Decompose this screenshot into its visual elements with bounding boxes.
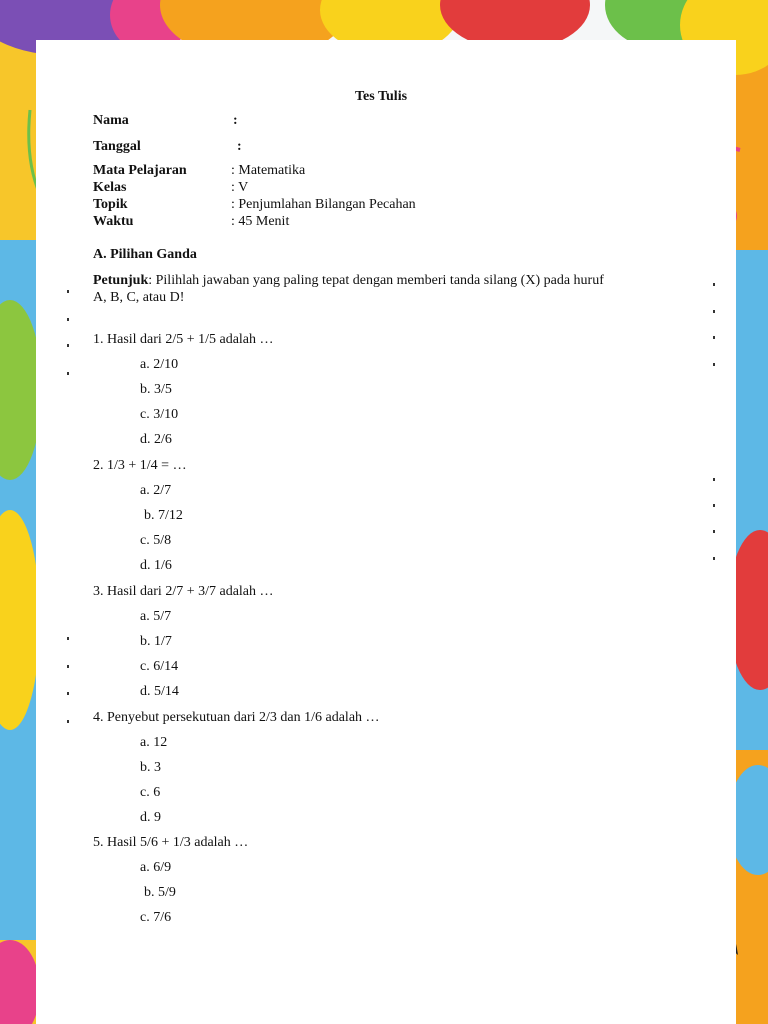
time-label: Waktu [93,214,134,229]
question-text: 5. Hasil 5/6 + 1/3 adalah … [93,835,249,850]
time-value: : 45 Menit [231,214,290,229]
subject-label: Mata Pelajaran [93,163,187,178]
instruction-label: Petunjuk [93,273,149,288]
answer-option[interactable]: d. 9 [140,810,161,825]
question-text: 3. Hasil dari 2/7 + 3/7 adalah … [93,584,274,599]
instruction-line1: : Pilihlah jawaban yang paling tepat dengan memberi tanda silang (X) pada huruf [148,273,604,288]
date-separator: : [237,139,242,154]
answer-option[interactable]: d. 1/6 [140,558,172,573]
name-label: Nama [93,113,129,128]
answer-option[interactable]: a. 2/7 [140,483,172,498]
instructions [93,273,604,289]
worksheet-title: Tes Tulis [355,89,408,104]
name-separator: : [233,113,238,128]
answer-option[interactable]: a. 2/10 [140,357,179,372]
margin-mark [713,557,715,560]
margin-mark [67,290,69,293]
margin-mark [713,283,715,286]
answer-option[interactable]: d. 5/14 [140,684,179,699]
question-text: 1. Hasil dari 2/5 + 1/5 adalah … [93,332,274,347]
margin-mark [67,720,69,723]
section-heading: A. Pilihan Ganda [93,247,197,262]
class-value: : V [231,180,249,195]
answer-option[interactable]: b. 3/5 [140,382,172,397]
answer-option[interactable]: b. 1/7 [140,634,172,649]
date-label: Tanggal [93,139,141,154]
class-label: Kelas [93,180,127,195]
margin-mark [713,310,715,313]
topic-value: : Penjumlahan Bilangan Pecahan [231,197,416,212]
instruction-line2: A, B, C, atau D! [93,290,185,305]
margin-mark [713,504,715,507]
margin-mark [713,478,715,481]
answer-option[interactable]: b. 7/12 [144,508,183,523]
answer-option[interactable]: b. 3 [140,760,161,775]
margin-mark [713,530,715,533]
answer-option[interactable]: c. 5/8 [140,533,172,548]
worksheet-page [36,40,736,1024]
answer-option[interactable]: c. 3/10 [140,407,179,422]
answer-option[interactable]: c. 6/14 [140,659,179,674]
margin-mark [67,372,69,375]
answer-option[interactable]: c. 7/6 [140,910,172,925]
question-text: 2. 1/3 + 1/4 = … [93,458,187,473]
answer-option[interactable]: b. 5/9 [144,885,176,900]
margin-mark [67,344,69,347]
answer-option[interactable]: a. 6/9 [140,860,172,875]
margin-mark [67,318,69,321]
question-text: 4. Penyebut persekutuan dari 2/3 dan 1/6 adalah … [93,710,380,725]
topic-label: Topik [93,197,128,212]
answer-option[interactable]: c. 6 [140,785,161,800]
margin-mark [67,637,69,640]
answer-option[interactable]: a. 12 [140,735,168,750]
subject-value: : Matematika [231,163,306,178]
margin-mark [713,336,715,339]
answer-option[interactable]: d. 2/6 [140,432,172,447]
margin-mark [67,665,69,668]
margin-mark [67,692,69,695]
answer-option[interactable]: a. 5/7 [140,609,172,624]
margin-mark [713,363,715,366]
